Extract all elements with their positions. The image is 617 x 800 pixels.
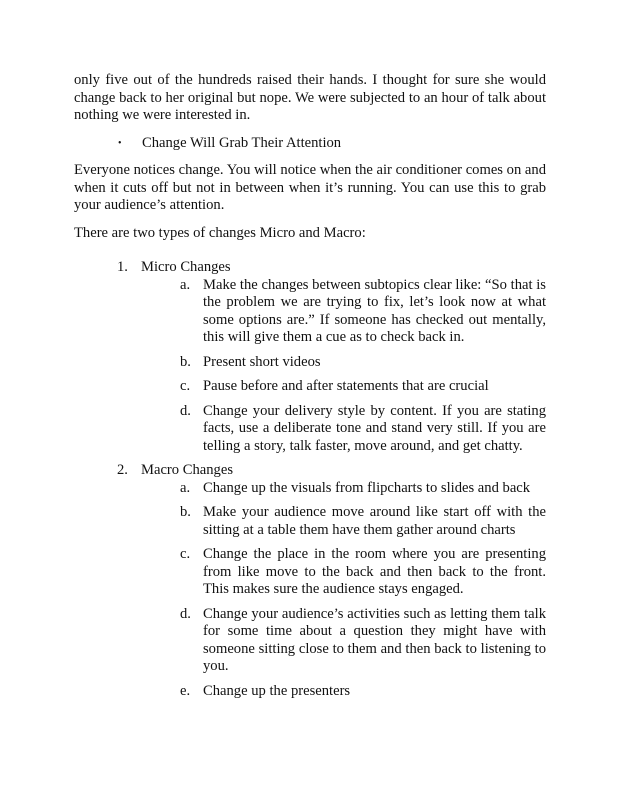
list-item	[74, 403, 546, 456]
numbered-marker: 2.	[117, 462, 128, 478]
sub-item-text: Pause before and after statements that are crucial	[203, 378, 489, 394]
paragraph-notices-change: Everyone notices change. You will notice when the air conditioner comes on and when it cuts off but not in between when it’s running. You can use this to grab your audience’s attention.	[74, 162, 546, 213]
list-item	[74, 546, 546, 599]
list-item	[74, 606, 546, 676]
list-item	[74, 378, 546, 396]
numbered-title: Macro Changes	[141, 462, 233, 478]
list-item	[74, 480, 546, 498]
list-item	[74, 277, 546, 347]
sub-item-text: Make the changes between subtopics clear like: “So that is the problem we are trying to fix, let’s look now at what some options are.” If someone has checked out mentally, this will give them a cue as to check back in.	[203, 276, 546, 345]
sub-marker: a.	[180, 276, 191, 293]
sub-marker: b.	[180, 353, 191, 370]
bullet-dot-icon: •	[118, 137, 122, 149]
sub-marker: d.	[180, 402, 191, 419]
paragraph-types-of-changes: There are two types of changes Micro and Macro:	[74, 224, 366, 241]
document-page	[74, 72, 546, 707]
sub-marker: c.	[180, 378, 191, 394]
sub-marker: e.	[180, 682, 191, 699]
numbered-item-micro-changes	[74, 259, 546, 277]
sub-marker: a.	[180, 479, 191, 496]
bullet-text: Change Will Grab Their Attention	[142, 134, 342, 151]
sub-marker: d.	[180, 605, 191, 622]
intro-paragraph: only five out of the hundreds raised their hands. I thought for sure she would change back to her original but nope. We were subjected to an hour of talk about nothing we were interested in.	[74, 72, 546, 123]
list-item	[74, 354, 546, 372]
list-item	[74, 683, 546, 701]
sub-marker: c.	[180, 546, 191, 562]
micro-changes-sublist	[74, 277, 546, 456]
numbered-marker: 1.	[117, 259, 128, 275]
numbered-item-macro-changes	[74, 462, 546, 480]
sub-item-text: Change your delivery style by content. If you are stating facts, use a deliberate tone and stand very still. If you are telling a story, talk faster, move around, and get chatty.	[203, 402, 546, 454]
sub-item-text: Change up the presenters	[203, 682, 351, 699]
sub-marker: b.	[180, 504, 191, 520]
numbered-title: Micro Changes	[141, 259, 231, 275]
macro-changes-sublist	[74, 480, 546, 701]
sub-item-text: Present short videos	[203, 353, 321, 370]
sub-item-text: Change up the visuals from flipcharts to slides and back	[203, 479, 531, 496]
list-item	[74, 504, 546, 539]
sub-item-text: Change your audience’s activities such as letting them talk for some time about a question they might have with someone sitting close to them and then back to listening to you.	[203, 605, 546, 674]
sub-item-text: Change the place in the room where you are presenting from like move to the back and then back to the front. This makes sure the audience stays engaged.	[203, 546, 546, 597]
sub-item-text: Make your audience move around like start off with the sitting at a table them have them gather around charts	[203, 504, 546, 538]
bullet-item	[74, 135, 546, 153]
